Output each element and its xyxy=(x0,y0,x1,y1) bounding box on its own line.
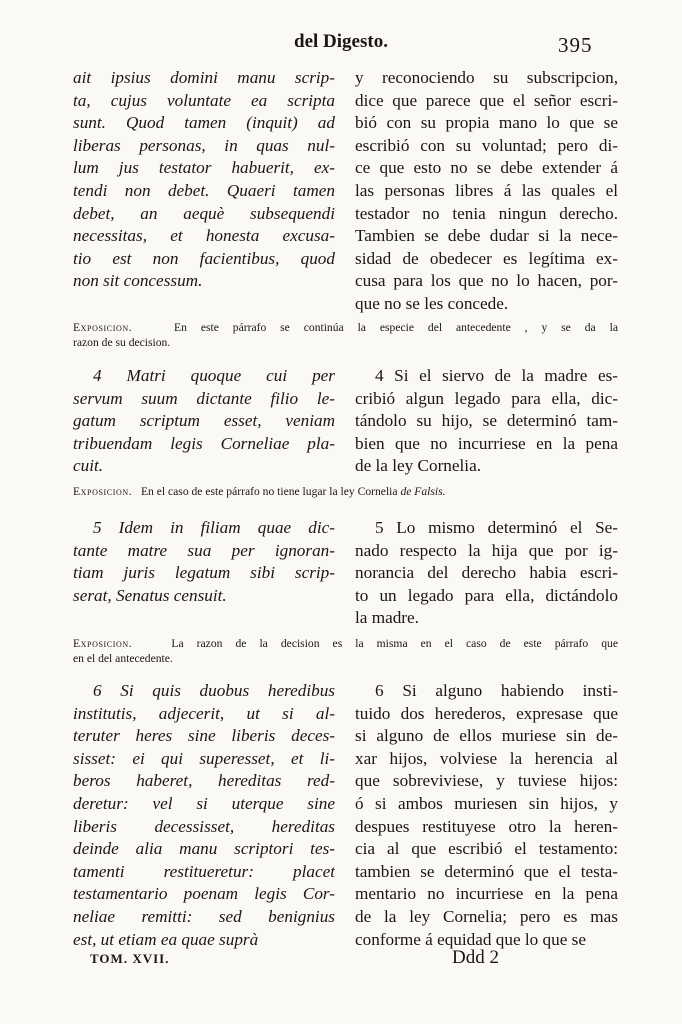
latin-line: neliae remitti: sed benignius xyxy=(73,906,335,926)
spanish-line: dice que parece que el señor escri- xyxy=(355,90,618,110)
latin-column xyxy=(73,517,335,607)
latin-line: tiam juris legatum sibi scrip- xyxy=(73,563,335,583)
exposicion-label: Exposicion. xyxy=(73,485,133,498)
exposicion-text: La razon de la decision es la misma en el caso de este párrafo que xyxy=(171,637,618,650)
spanish-line: nado respecto la hija que por ig- xyxy=(355,540,618,560)
latin-line: sisset: ei qui superesset, et li- xyxy=(73,748,335,768)
latin-line: tante matre sua per ignoran- xyxy=(73,540,335,560)
latin-line: servum suum dictante filio le- xyxy=(73,388,335,408)
spanish-line: to un legado para ella, dictándolo xyxy=(355,585,618,605)
spanish-line: bió con su propia mano lo que se xyxy=(355,113,618,133)
latin-line: tio est non facientibus, quod xyxy=(73,248,335,268)
exposicion-suffix: de Falsis. xyxy=(400,485,446,498)
exposicion-note xyxy=(73,636,618,666)
latin-column xyxy=(73,680,335,951)
exposicion-text: en el del antecedente. xyxy=(73,652,173,665)
latin-line: deretur: vel si uterque sine xyxy=(73,793,335,813)
latin-line: institutis, adjecerit, ut si al- xyxy=(73,703,335,723)
latin-line: beros haberet, hereditas red- xyxy=(73,771,335,791)
spanish-line: que no se les concede. xyxy=(355,293,509,313)
spanish-line: las personas libres á las quales el xyxy=(355,180,618,200)
spanish-line: xar hijos, volviese la herencia al xyxy=(355,748,618,768)
spanish-line: tambien se determinó que el testa- xyxy=(355,861,618,881)
latin-line: serat, Senatus censuit. xyxy=(73,585,227,605)
spanish-line: 4 Si el siervo de la madre es- xyxy=(375,366,618,385)
latin-line: teruter heres sine liberis deces- xyxy=(73,726,335,746)
exposicion-line xyxy=(73,320,618,335)
gathering-signature: Ddd 2 xyxy=(452,947,499,968)
spanish-column xyxy=(355,517,618,630)
spanish-column xyxy=(355,680,618,951)
latin-column xyxy=(73,67,335,293)
latin-line: liberas personas, in quas nul- xyxy=(73,135,335,155)
latin-line: lum jus testator habuerit, ex- xyxy=(73,158,335,178)
exposicion-line xyxy=(73,484,618,499)
spanish-line: Tambien se debe dudar si la nece- xyxy=(355,226,618,246)
page-number: 395 xyxy=(558,33,593,57)
spanish-line: que sobreviviese, y tuviese hijos: xyxy=(355,771,618,791)
spanish-line: tuido dos herederos, expresase que xyxy=(355,703,618,723)
spanish-line: ó si ambos muriesen sin hijos, y xyxy=(355,793,618,813)
spanish-line: la madre. xyxy=(355,608,419,628)
latin-line: deinde alia manu scriptori tes- xyxy=(73,839,335,859)
latin-line: tamenti restitueretur: placet xyxy=(73,861,335,881)
latin-line: 4 Matri quoque cui per xyxy=(93,366,335,385)
spanish-line: conforme á equidad que lo que se xyxy=(355,929,586,949)
latin-line: sunt. Quod tamen (inquit) ad xyxy=(73,113,335,133)
latin-line: tribuendam legis Corneliae pla- xyxy=(73,433,335,453)
exposicion-label: Exposicion. xyxy=(73,321,133,334)
spanish-line: cia al que escribió el testamento: xyxy=(355,839,618,859)
spanish-line: testador no tenia ningun derecho. xyxy=(355,203,618,223)
latin-line: est, ut etiam ea quae suprà xyxy=(73,929,259,949)
spanish-line: escribió con su voluntad; pero di- xyxy=(355,135,618,155)
spanish-line: y reconociendo su subscripcion, xyxy=(355,68,618,87)
spanish-line: ce que esto no se debe extender á xyxy=(355,158,618,178)
latin-line: cuit. xyxy=(73,456,104,476)
latin-line: debet, an aequè subsequendi xyxy=(73,203,335,223)
spanish-line: bien que no incurriese en la pena xyxy=(355,433,618,453)
exposicion-note xyxy=(73,484,618,499)
running-header: del Digesto. xyxy=(294,31,388,52)
latin-line: non sit concessum. xyxy=(73,271,203,291)
exposicion-text: razon de su decision. xyxy=(73,336,171,349)
latin-line: ta, cujus voluntate ea scripta xyxy=(73,90,335,110)
exposicion-line xyxy=(73,636,618,651)
exposicion-note xyxy=(73,320,618,350)
exposicion-text: En este párrafo se continúa la especie del antecedente , y se da la xyxy=(174,321,618,334)
spanish-line: cusa para los que no lo hacen, por- xyxy=(355,271,618,291)
latin-line: tendi non debet. Quaeri tamen xyxy=(73,180,335,200)
latin-line: liberis decessisset, hereditas xyxy=(73,816,335,836)
latin-column xyxy=(73,365,335,478)
exposicion-label: Exposicion. xyxy=(73,637,133,650)
spanish-column xyxy=(355,67,618,316)
latin-line: testamentario poenam legis Cor- xyxy=(73,884,335,904)
spanish-line: de la ley Cornelia. xyxy=(355,456,481,476)
spanish-line: despues restituyese otro la heren- xyxy=(355,816,618,836)
spanish-column xyxy=(355,365,618,478)
spanish-line: tándolo su hijo, se determinó tam- xyxy=(355,411,618,431)
spanish-line: norancia del derecho habia escri- xyxy=(355,563,618,583)
latin-line: 5 Idem in filiam quae dic- xyxy=(93,518,335,537)
volume-signature: TOM. XVII. xyxy=(90,951,170,966)
spanish-line: de la ley Cornelia; pero es mas xyxy=(355,906,618,926)
spanish-line: sidad de obedecer es legítima ex- xyxy=(355,248,618,268)
latin-line: necessitas, et honesta excusa- xyxy=(73,226,335,246)
exposicion-text: En el caso de este párrafo no tiene lugar la ley Cornelia xyxy=(140,485,398,498)
latin-line: 6 Si quis duobus heredibus xyxy=(93,681,335,700)
spanish-line: 5 Lo mismo determinó el Se- xyxy=(375,518,618,537)
spanish-line: si alguno de ellos muriese sin de- xyxy=(355,726,618,746)
latin-line: ait ipsius domini manu scrip- xyxy=(73,68,335,87)
spanish-line: cribió algun legado para ella, dic- xyxy=(355,388,618,408)
spanish-line: mentario no incurriese en la pena xyxy=(355,884,618,904)
latin-line: gatum scriptum esset, veniam xyxy=(73,411,335,431)
spanish-line: 6 Si alguno habiendo insti- xyxy=(375,681,618,700)
